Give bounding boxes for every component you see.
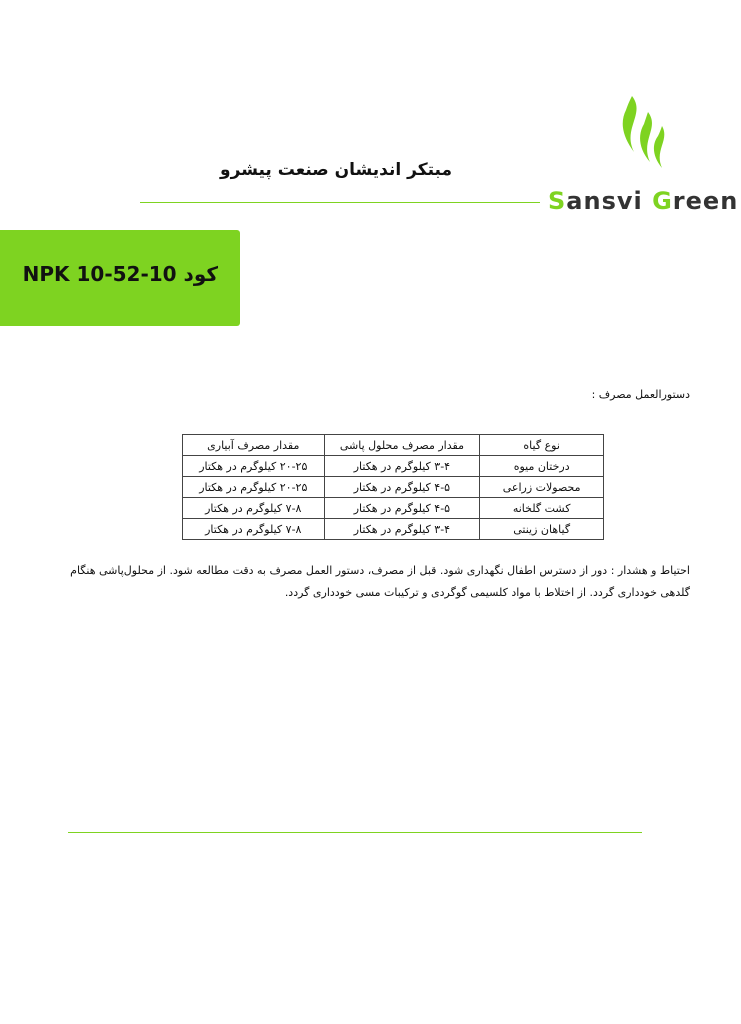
table-row — [183, 456, 604, 477]
header-divider — [140, 202, 540, 203]
logo-letter-g: G — [652, 187, 673, 215]
header-plant-type: نوع گیاه — [480, 435, 604, 456]
logo-text-part1: ansvi — [566, 187, 653, 215]
logo-text-part2: reen — [672, 187, 739, 215]
table-cell: ۴-۵ کیلوگرم در هکتار — [324, 477, 480, 498]
header-irrigation-dose: مقدار مصرف آبیاری — [183, 435, 325, 456]
footer-divider — [68, 832, 642, 833]
table-cell: ۴-۵ کیلوگرم در هکتار — [324, 498, 480, 519]
instructions-label: دستورالعمل مصرف : — [591, 388, 690, 401]
table-cell: گیاهان زینتی — [480, 519, 604, 540]
table-header-row — [183, 435, 604, 456]
logo-letter-s: S — [548, 187, 567, 215]
product-code: کود NPK 10-52-10 — [22, 262, 218, 286]
table-row — [183, 477, 604, 498]
table-cell: درختان میوه — [480, 456, 604, 477]
table-row — [183, 519, 604, 540]
table-cell: ۷-۸ کیلوگرم در هکتار — [183, 519, 325, 540]
leaf-flames-icon — [612, 92, 668, 182]
table-cell: ۳-۴ کیلوگرم در هکتار — [324, 519, 480, 540]
table-cell: ۲۰-۲۵ کیلوگرم در هکتار — [183, 456, 325, 477]
table-cell: محصولات زراعی — [480, 477, 604, 498]
table-cell: کشت گلخانه — [480, 498, 604, 519]
header-foliar-dose: مقدار مصرف محلول پاشی — [324, 435, 480, 456]
table-row — [183, 498, 604, 519]
warning-text: احتیاط و هشدار : دور از دسترس اطفال نگهداری شود. قبل از مصرف، دستور العمل مصرف به دقت مطالعه شود. از محلول‌پاشی هنگام گلدهی خودداری گردد. از اختلاط با مواد کلسیمی گوگردی و ترکیبات مسی خودداری گردد. — [70, 564, 690, 599]
table-cell: ۷-۸ کیلوگرم در هکتار — [183, 498, 325, 519]
table-cell: ۲۰-۲۵ کیلوگرم در هکتار — [183, 477, 325, 498]
usage-table — [182, 434, 604, 540]
company-name: مبتکر اندیشان صنعت پیشرو — [220, 160, 452, 180]
table-cell: ۳-۴ کیلوگرم در هکتار — [324, 456, 480, 477]
brand-logo-text — [548, 186, 738, 216]
